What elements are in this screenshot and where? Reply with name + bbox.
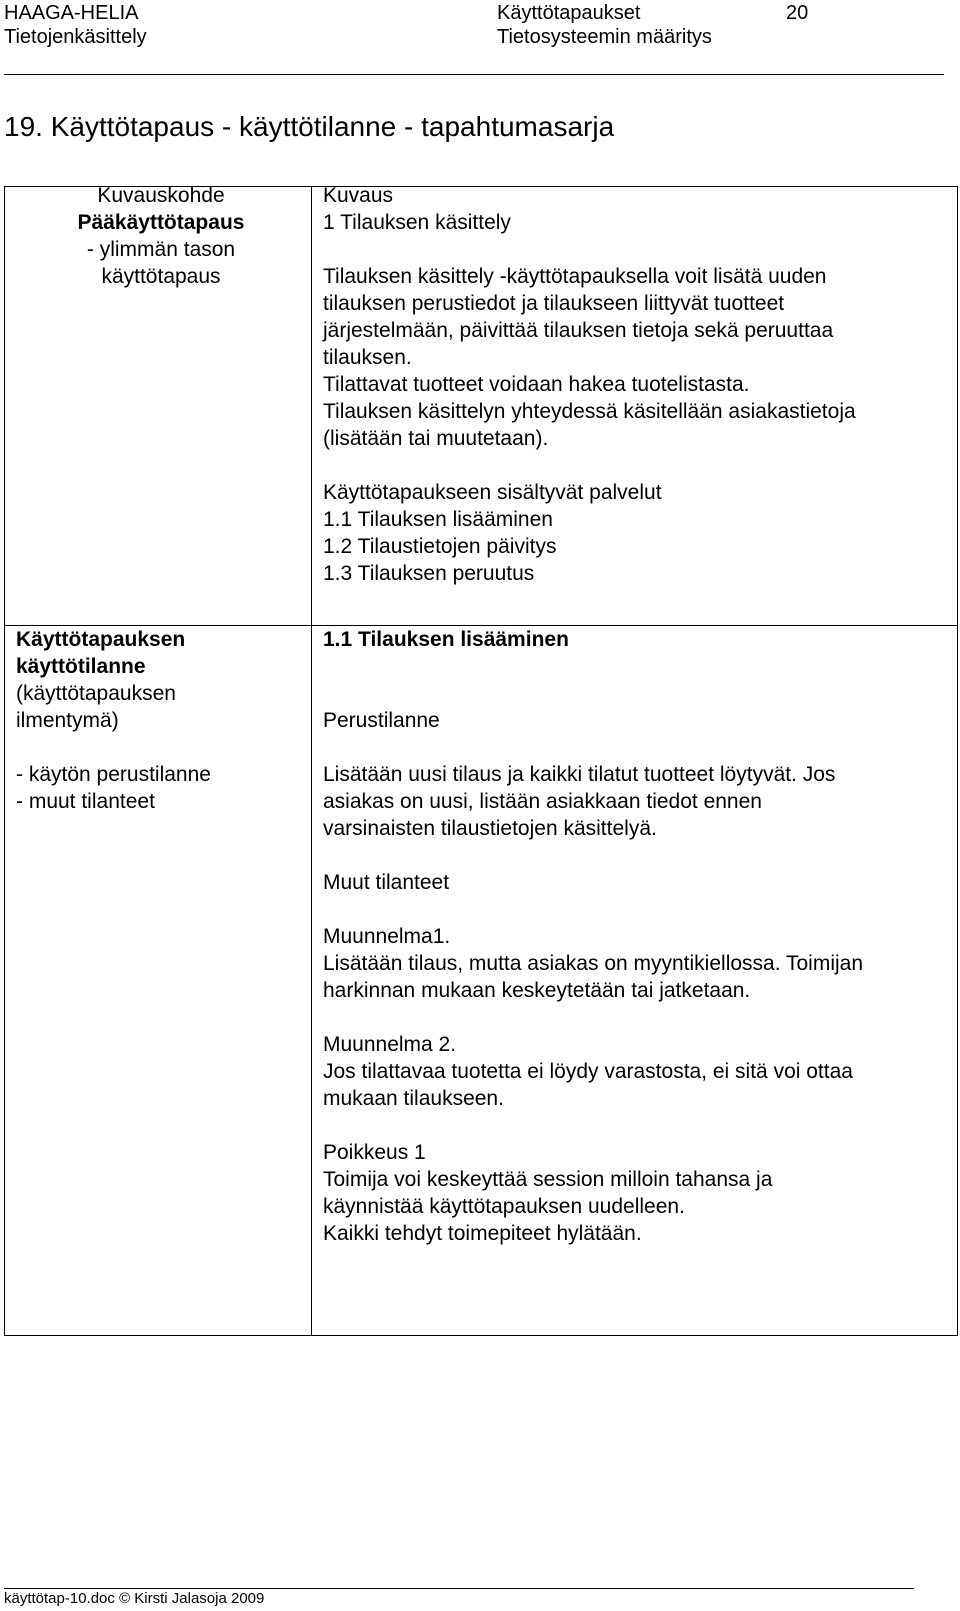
variant2-line: mukaan tilaukseen.: [323, 1087, 504, 1110]
basic-scenario-line: asiakas on uusi, listään asiakkaan tiedot ennen: [323, 790, 762, 813]
description-line: järjestelmään, päivittää tilauksen tietoja sekä peruuttaa: [323, 319, 834, 342]
footer-text: käyttötap-10.doc © Kirsti Jalasoja 2009: [4, 1590, 265, 1607]
variant2-line: Jos tilattavaa tuotetta ei löydy varastosta, ei sitä voi ottaa: [323, 1060, 853, 1083]
use-case-instance-title2: käyttötilanne: [16, 655, 146, 678]
instance-item-basic: - käytön perustilanne: [16, 763, 211, 786]
variant1-line: harkinnan mukaan keskeytetään tai jatketaan.: [323, 979, 751, 1002]
section-heading: 19. Käyttötapaus - käyttötilanne - tapahtumasarja: [4, 111, 615, 142]
exception-line: Toimija voi keskeyttää session milloin tahansa ja: [323, 1168, 773, 1191]
service-item: 1.1 Tilauksen lisääminen: [323, 508, 553, 531]
table-column-divider: [311, 186, 312, 1336]
use-case-title: 1 Tilauksen käsittely: [323, 211, 511, 234]
exception-line: Kaikki tehdyt toimepiteet hylätään.: [323, 1222, 642, 1245]
basic-scenario-line: Lisätään uusi tilaus ja kaikki tilatut tuotteet löytyvät. Jos: [323, 763, 836, 786]
scenario-title: 1.1 Tilauksen lisääminen: [323, 628, 569, 651]
header-doc-title: Käyttötapaukset: [497, 2, 641, 24]
description-line: tilauksen.: [323, 346, 412, 369]
use-case-instance-sub1: (käyttötapauksen: [16, 682, 176, 705]
row1-right-cell: [323, 182, 953, 587]
use-case-instance-sub2: ilmentymä): [16, 709, 119, 732]
service-item: 1.3 Tilauksen peruutus: [323, 562, 535, 585]
instance-item-other: - muut tilanteet: [16, 790, 155, 813]
row1-left-cell: [16, 182, 306, 290]
basic-scenario-label: Perustilanne: [323, 709, 440, 732]
exception-label: Poikkeus 1: [323, 1141, 426, 1164]
variant1-line: Lisätään tilaus, mutta asiakas on myyntikiellossa. Toimijan: [323, 952, 864, 975]
variant1-label: Muunnelma1.: [323, 925, 451, 948]
column-label-kuvaus: Kuvaus: [323, 184, 394, 207]
header-unit: Tietojenkäsittely: [4, 26, 147, 48]
variant2-label: Muunnelma 2.: [323, 1033, 457, 1056]
description-line: Tilauksen käsittely -käyttötapauksella voit lisätä uuden: [323, 265, 827, 288]
main-use-case-sub2: käyttötapaus: [101, 265, 221, 288]
header-divider: [4, 74, 944, 75]
description-line: tilauksen perustiedot ja tilaukseen liittyvät tuotteet: [323, 292, 785, 315]
footer-divider: [4, 1588, 914, 1589]
row2-left-cell: [16, 626, 306, 815]
description-line: Tilattavat tuotteet voidaan hakea tuotelistasta.: [323, 373, 750, 396]
page-number: 20: [786, 2, 809, 24]
description-line: Tilauksen käsittelyn yhteydessä käsitellään asiakastietoja: [323, 400, 856, 423]
other-scenarios-label: Muut tilanteet: [323, 871, 450, 894]
header-doc-subtitle: Tietosysteemin määritys: [497, 26, 712, 48]
description-line: (lisätään tai muutetaan).: [323, 427, 549, 450]
row2-right-cell: [323, 626, 953, 1247]
main-use-case-label: Pääkäyttötapaus: [77, 211, 245, 234]
exception-line: käynnistää käyttötapauksen uudelleen.: [323, 1195, 685, 1218]
service-item: 1.2 Tilaustietojen päivitys: [323, 535, 557, 558]
use-case-instance-title1: Käyttötapauksen: [16, 628, 186, 651]
main-use-case-sub1: - ylimmän tason: [86, 238, 236, 261]
services-title: Käyttötapaukseen sisältyvät palvelut: [323, 481, 662, 504]
header-org: HAAGA-HELIA: [4, 2, 139, 24]
column-label-kuvauskohde: Kuvauskohde: [97, 184, 225, 207]
basic-scenario-line: varsinaisten tilaustietojen käsittelyä.: [323, 817, 657, 840]
